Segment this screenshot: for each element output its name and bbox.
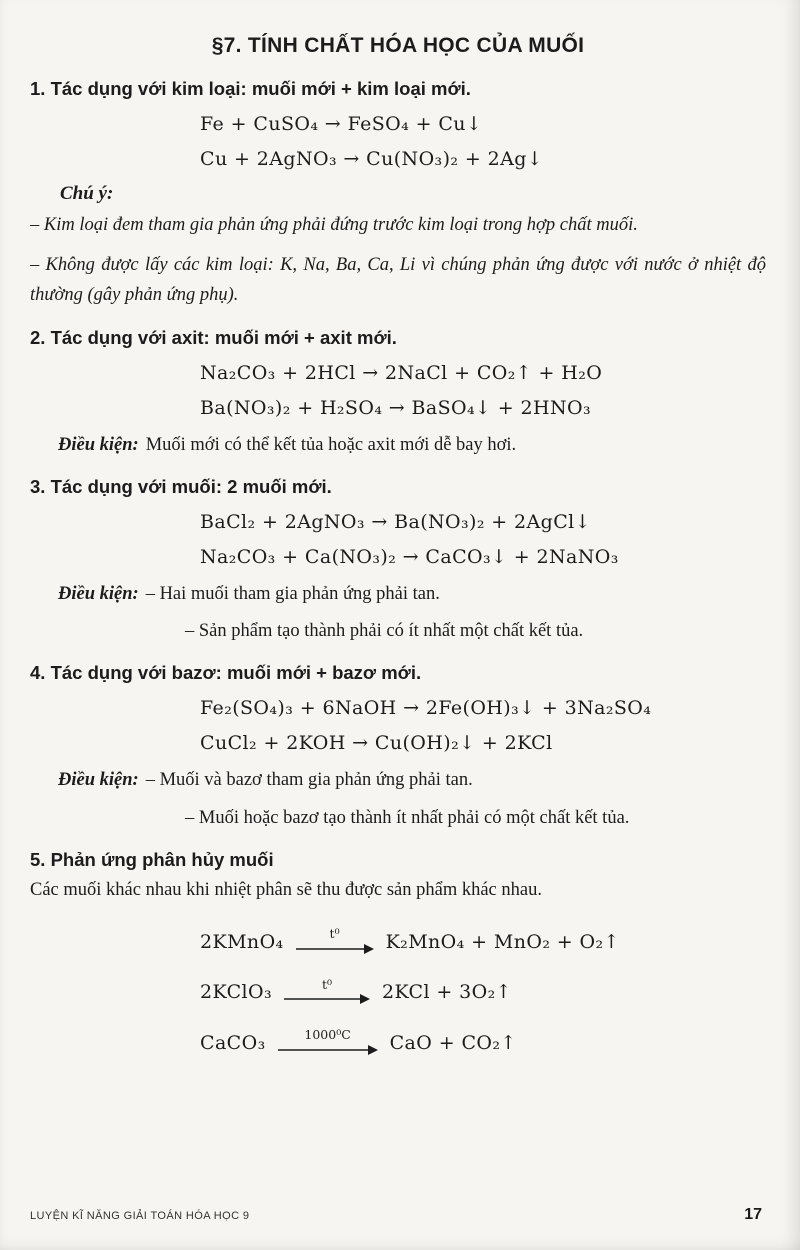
right-arrow-icon (296, 943, 374, 955)
arrow-condition-label: 1000⁰C (304, 1027, 351, 1043)
equation: BaCl₂ + 2AgNO₃ → Ba(NO₃)₂ + 2AgCl↓ (200, 510, 591, 533)
arrow-condition-label: t⁰ (321, 976, 332, 992)
condition-line (58, 581, 766, 609)
condition-line (58, 432, 766, 460)
equation: Fe₂(SO₄)₃ + 6NaOH → 2Fe(OH)₃↓ + 3Na₂SO₄ (200, 697, 652, 720)
reactant: 2KClO₃ (200, 981, 272, 1004)
reaction-arrow (296, 928, 374, 955)
equation: Na₂CO₃ + Ca(NO₃)₂ → CaCO₃↓ + 2NaNO₃ (200, 545, 619, 568)
condition-text: Muối mới có thể kết tủa hoặc axit mới dễ bay hơi. (145, 434, 517, 455)
note-label: Chú ý: (60, 183, 114, 204)
section-5-intro: Các muối khác nhau khi nhiệt phân sẽ thu được sản phẩm khác nhau. (30, 879, 542, 900)
reactant: 2KMnO₄ (200, 930, 284, 953)
equation: Fe + CuSO₄ → FeSO₄ + Cu↓ (200, 113, 483, 135)
condition-text: – Sản phẩm tạo thành phải có ít nhất một chất kết tủa. (185, 621, 584, 642)
page-number: 17 (744, 1206, 762, 1223)
condition-line (185, 618, 766, 646)
reactant: CaCO₃ (200, 1031, 266, 1054)
right-arrow-icon (278, 1044, 378, 1056)
condition-text: – Hai muối tham gia phản ứng phải tan. (145, 583, 440, 604)
condition-label: Điều kiện: (58, 434, 139, 455)
products: CaO + CO₂↑ (389, 1031, 517, 1054)
section-1-heading: 1. Tác dụng với kim loại: muối mới + kim loại mới. (30, 78, 471, 99)
page-title: §7. TÍNH CHẤT HÓA HỌC CỦA MUỐI (211, 34, 585, 57)
arrow-condition-label: t⁰ (329, 926, 340, 942)
page-footer (30, 1206, 762, 1224)
equation: Ba(NO₃)₂ + H₂SO₄ → BaSO₄↓ + 2HNO₃ (200, 396, 592, 419)
section-4-heading: 4. Tác dụng với bazơ: muối mới + bazơ mới. (30, 662, 422, 684)
condition-line (185, 805, 766, 833)
equation: Cu + 2AgNO₃ → Cu(NO₃)₂ + 2Ag↓ (200, 148, 544, 170)
condition-label: Điều kiện: (58, 770, 139, 791)
section-2-heading: 2. Tác dụng với axit: muối mới + axit mới. (30, 326, 397, 348)
equation: CuCl₂ + 2KOH → Cu(OH)₂↓ + 2KCl (200, 732, 553, 755)
footer-book-title: LUYỆN KĨ NĂNG GIẢI TOÁN HÓA HỌC 9 (30, 1210, 250, 1222)
section-3-heading: 3. Tác dụng với muối: 2 muối mới. (30, 475, 332, 497)
products: K₂MnO₄ + MnO₂ + O₂↑ (385, 930, 620, 953)
products: 2KCl + 3O₂↑ (381, 981, 512, 1004)
condition-text: – Muối hoặc bazơ tạo thành ít nhất phải có một chất kết tủa. (185, 807, 630, 828)
reaction-arrow (278, 1029, 378, 1056)
condition-label: Điều kiện: (58, 583, 139, 604)
right-arrow-icon (284, 993, 370, 1005)
note-paragraph: – Không được lấy các kim loại: K, Na, Ba, Ca, Li vì chúng phản ứng được với nước ở nhiệt độ thường (gây phản ứng phụ). (30, 254, 766, 305)
equation: Na₂CO₃ + 2HCl → 2NaCl + CO₂↑ + H₂O (200, 361, 603, 384)
reaction-arrow (284, 976, 370, 1006)
decomposition-equation (200, 1029, 766, 1056)
condition-line (58, 767, 766, 795)
decomposition-equation (200, 928, 766, 955)
condition-text: – Muối và bazơ tham gia phản ứng phải tan. (145, 770, 473, 791)
note-paragraph: – Kim loại đem tham gia phản ứng phải đứng trước kim loại trong hợp chất muối. (30, 215, 638, 235)
section-5-heading: 5. Phản ứng phân hủy muối (30, 848, 274, 870)
decomposition-equation (200, 976, 766, 1006)
